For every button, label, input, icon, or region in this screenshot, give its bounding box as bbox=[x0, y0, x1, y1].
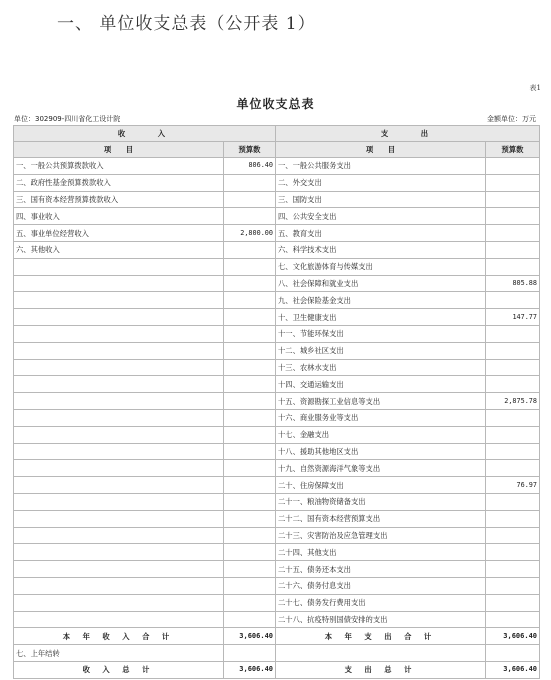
income-budget-cell bbox=[224, 174, 276, 191]
income-budget-cell bbox=[224, 359, 276, 376]
column-header-row bbox=[14, 142, 540, 158]
table-row bbox=[14, 477, 540, 494]
income-budget-cell bbox=[224, 426, 276, 443]
expense-budget-cell bbox=[486, 208, 540, 225]
expense-budget-cell: 805.88 bbox=[486, 275, 540, 292]
year-expense-total-value: 3,606.40 bbox=[486, 628, 540, 645]
table-row bbox=[14, 611, 540, 628]
expense-budget-cell: 76.97 bbox=[486, 477, 540, 494]
expense-item-cell: 十二、城乡社区支出 bbox=[276, 342, 486, 359]
income-item-cell: 三、国有资本经营预算拨款收入 bbox=[14, 191, 224, 208]
table-row bbox=[14, 577, 540, 594]
expense-item-cell: 二十、住房保障支出 bbox=[276, 477, 486, 494]
table-row bbox=[14, 443, 540, 460]
expense-budget-cell bbox=[486, 409, 540, 426]
expense-budget-cell bbox=[486, 594, 540, 611]
expense-item-cell: 一、一般公共服务支出 bbox=[276, 158, 486, 175]
expense-item-cell: 二十一、粮油物资储备支出 bbox=[276, 493, 486, 510]
expense-item-cell: 四、公共安全支出 bbox=[276, 208, 486, 225]
expense-budget-cell bbox=[486, 493, 540, 510]
table-row bbox=[14, 544, 540, 561]
year-total-row bbox=[14, 628, 540, 645]
expense-item-cell: 十、卫生健康支出 bbox=[276, 309, 486, 326]
income-budget-cell bbox=[224, 275, 276, 292]
expense-budget-cell bbox=[486, 443, 540, 460]
income-budget-cell bbox=[224, 493, 276, 510]
year-income-total-label: 本 年 收 入 合 计 bbox=[14, 628, 224, 645]
income-budget-cell bbox=[224, 393, 276, 410]
income-item-cell bbox=[14, 275, 224, 292]
income-item-cell bbox=[14, 460, 224, 477]
income-item-cell bbox=[14, 393, 224, 410]
total-income-value: 3,606.40 bbox=[224, 661, 276, 678]
income-item-cell: 六、其他收入 bbox=[14, 241, 224, 258]
table-row bbox=[14, 510, 540, 527]
table-row bbox=[14, 309, 540, 326]
grand-total-row bbox=[14, 661, 540, 678]
income-item-cell bbox=[14, 527, 224, 544]
income-budget-cell bbox=[224, 594, 276, 611]
income-item-cell bbox=[14, 325, 224, 342]
income-item-cell: 五、事业单位经营收入 bbox=[14, 225, 224, 242]
income-budget-header: 预算数 bbox=[224, 142, 276, 158]
expense-budget-cell bbox=[486, 561, 540, 578]
table-row bbox=[14, 292, 540, 309]
expense-item-cell: 三、国防支出 bbox=[276, 191, 486, 208]
income-item-cell bbox=[14, 292, 224, 309]
expense-item-cell: 二、外交支出 bbox=[276, 174, 486, 191]
table-row bbox=[14, 258, 540, 275]
income-item-cell bbox=[14, 342, 224, 359]
expense-item-cell: 二十五、债务还本支出 bbox=[276, 561, 486, 578]
income-budget-cell bbox=[224, 409, 276, 426]
expense-item-cell: 十四、交通运输支出 bbox=[276, 376, 486, 393]
carryover-expense-value bbox=[486, 645, 540, 662]
income-budget-cell bbox=[224, 309, 276, 326]
expense-budget-cell bbox=[486, 611, 540, 628]
expense-budget-cell bbox=[486, 460, 540, 477]
table-row bbox=[14, 376, 540, 393]
income-item-cell bbox=[14, 577, 224, 594]
expense-item-cell: 二十六、债务付息支出 bbox=[276, 577, 486, 594]
income-budget-cell bbox=[224, 258, 276, 275]
table-row bbox=[14, 174, 540, 191]
table-body bbox=[14, 158, 540, 628]
income-item-cell bbox=[14, 443, 224, 460]
expense-budget-cell bbox=[486, 426, 540, 443]
income-item-header: 项 目 bbox=[14, 142, 224, 158]
income-item-cell bbox=[14, 493, 224, 510]
income-item-cell bbox=[14, 611, 224, 628]
expense-budget-cell bbox=[486, 292, 540, 309]
expense-item-cell: 十三、农林水支出 bbox=[276, 359, 486, 376]
expense-item-cell: 十九、自然资源海洋气象等支出 bbox=[276, 460, 486, 477]
expense-item-cell: 十七、金融支出 bbox=[276, 426, 486, 443]
table-row bbox=[14, 460, 540, 477]
income-item-cell bbox=[14, 510, 224, 527]
expense-budget-cell: 147.77 bbox=[486, 309, 540, 326]
table-row bbox=[14, 594, 540, 611]
expense-budget-cell bbox=[486, 510, 540, 527]
table-row bbox=[14, 393, 540, 410]
income-budget-cell bbox=[224, 241, 276, 258]
expense-budget-cell: 2,875.78 bbox=[486, 393, 540, 410]
income-budget-cell: 806.40 bbox=[224, 158, 276, 175]
table-number: 表1 bbox=[529, 84, 541, 92]
income-item-cell bbox=[14, 309, 224, 326]
expense-item-cell: 九、社会保险基金支出 bbox=[276, 292, 486, 309]
table-row bbox=[14, 359, 540, 376]
expense-budget-cell bbox=[486, 376, 540, 393]
expense-item-cell: 十一、节能环保支出 bbox=[276, 325, 486, 342]
table-row bbox=[14, 158, 540, 175]
carryover-label: 七、上年结转 bbox=[14, 645, 224, 662]
expense-budget-cell bbox=[486, 325, 540, 342]
table-row bbox=[14, 342, 540, 359]
expense-budget-cell bbox=[486, 158, 540, 175]
expense-budget-cell bbox=[486, 544, 540, 561]
expense-item-cell: 二十三、灾害防治及应急管理支出 bbox=[276, 527, 486, 544]
table-title: 单位收支总表 bbox=[236, 97, 315, 111]
expense-budget-cell bbox=[486, 174, 540, 191]
expense-item-header: 项 目 bbox=[276, 142, 486, 158]
income-item-cell bbox=[14, 409, 224, 426]
income-item-cell bbox=[14, 426, 224, 443]
total-expense-label: 支 出 总 计 bbox=[276, 661, 486, 678]
expense-budget-cell bbox=[486, 225, 540, 242]
income-item-cell: 一、一般公共预算拨款收入 bbox=[14, 158, 224, 175]
expense-budget-cell bbox=[486, 258, 540, 275]
table-row bbox=[14, 208, 540, 225]
expense-header: 支 出 bbox=[276, 126, 540, 142]
income-budget-cell bbox=[224, 342, 276, 359]
income-budget-cell bbox=[224, 325, 276, 342]
income-budget-cell bbox=[224, 527, 276, 544]
income-header: 收 入 bbox=[14, 126, 276, 142]
carryover-row bbox=[14, 645, 540, 662]
table-row bbox=[14, 241, 540, 258]
carryover-expense-empty bbox=[276, 645, 486, 662]
income-budget-cell bbox=[224, 544, 276, 561]
table-row bbox=[14, 191, 540, 208]
expense-budget-cell bbox=[486, 359, 540, 376]
table-row bbox=[14, 409, 540, 426]
table-row bbox=[14, 225, 540, 242]
expense-budget-header: 预算数 bbox=[486, 142, 540, 158]
expense-budget-cell bbox=[486, 191, 540, 208]
income-item-cell bbox=[14, 359, 224, 376]
section-heading: 一、 单位收支总表（公开表 1） bbox=[57, 14, 316, 34]
income-item-cell bbox=[14, 544, 224, 561]
expense-budget-cell bbox=[486, 241, 540, 258]
income-budget-cell bbox=[224, 292, 276, 309]
expense-item-cell: 十五、资源勘探工业信息等支出 bbox=[276, 393, 486, 410]
income-budget-cell bbox=[224, 561, 276, 578]
expense-item-cell: 二十七、债务发行费用支出 bbox=[276, 594, 486, 611]
table-row bbox=[14, 275, 540, 292]
year-expense-total-label: 本 年 支 出 合 计 bbox=[276, 628, 486, 645]
expense-item-cell: 七、文化旅游体育与传媒支出 bbox=[276, 258, 486, 275]
expense-budget-cell bbox=[486, 527, 540, 544]
expense-budget-cell bbox=[486, 342, 540, 359]
expense-item-cell: 二十二、国有资本经营预算支出 bbox=[276, 510, 486, 527]
income-item-cell bbox=[14, 258, 224, 275]
income-item-cell: 四、事业收入 bbox=[14, 208, 224, 225]
table-row bbox=[14, 426, 540, 443]
expense-item-cell: 十八、援助其他地区支出 bbox=[276, 443, 486, 460]
expense-item-cell: 二十四、其他支出 bbox=[276, 544, 486, 561]
table-row bbox=[14, 493, 540, 510]
expense-item-cell: 五、教育支出 bbox=[276, 225, 486, 242]
income-budget-cell bbox=[224, 460, 276, 477]
unit-label: 单位：302909-四川省化工设计院 bbox=[14, 115, 121, 123]
expense-item-cell: 二十八、抗疫特别国债安排的支出 bbox=[276, 611, 486, 628]
money-unit-label: 金额单位：万元 bbox=[487, 115, 536, 123]
table-row bbox=[14, 561, 540, 578]
income-expense-table bbox=[13, 125, 540, 679]
income-budget-cell bbox=[224, 577, 276, 594]
income-budget-cell bbox=[224, 510, 276, 527]
expense-item-cell: 十六、商业服务业等支出 bbox=[276, 409, 486, 426]
income-budget-cell bbox=[224, 443, 276, 460]
expense-budget-cell bbox=[486, 577, 540, 594]
total-income-label: 收 入 总 计 bbox=[14, 661, 224, 678]
table-row bbox=[14, 527, 540, 544]
income-item-cell bbox=[14, 594, 224, 611]
total-expense-value: 3,606.40 bbox=[486, 661, 540, 678]
table-row bbox=[14, 325, 540, 342]
income-item-cell: 二、政府性基金预算拨款收入 bbox=[14, 174, 224, 191]
carryover-value bbox=[224, 645, 276, 662]
income-item-cell bbox=[14, 477, 224, 494]
income-budget-cell: 2,800.00 bbox=[224, 225, 276, 242]
income-item-cell bbox=[14, 376, 224, 393]
income-budget-cell bbox=[224, 477, 276, 494]
income-budget-cell bbox=[224, 191, 276, 208]
income-budget-cell bbox=[224, 376, 276, 393]
year-income-total-value: 3,606.40 bbox=[224, 628, 276, 645]
section-header-row bbox=[14, 126, 540, 142]
income-item-cell bbox=[14, 561, 224, 578]
expense-item-cell: 八、社会保障和就业支出 bbox=[276, 275, 486, 292]
income-budget-cell bbox=[224, 208, 276, 225]
income-budget-cell bbox=[224, 611, 276, 628]
expense-item-cell: 六、科学技术支出 bbox=[276, 241, 486, 258]
